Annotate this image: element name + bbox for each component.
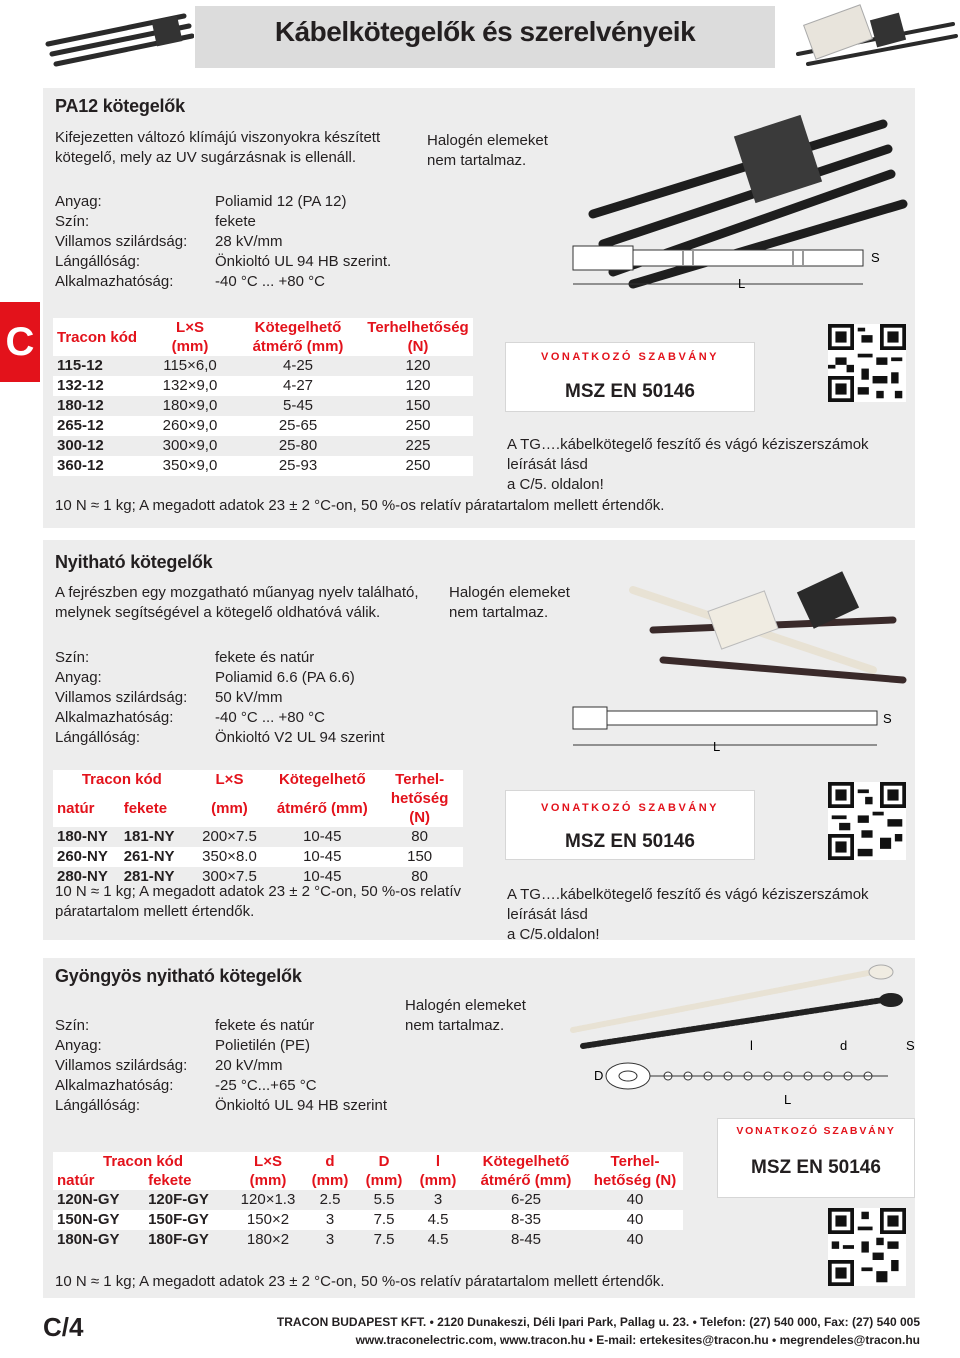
- halogen-note: Halogén elemeket nem tartalmaz.: [427, 132, 548, 169]
- property-row: Szín: fekete és natúr: [55, 649, 315, 666]
- cable-ties-photo-right: [778, 4, 958, 70]
- footnote: 10 N ≈ 1 kg; A megadott adatok 23 ± 2 °C-on, 50 %-os relatív páratartalom mellett értendők.: [55, 497, 665, 514]
- standard-box: VONATKOZÓ SZABVÁNY MSZ EN 50146: [717, 1118, 915, 1198]
- table-row: 150N-GY 150F-GY 150×2 3 7.5 4.5 8-35 40: [53, 1210, 683, 1230]
- tool-reference-note: A TG….kábelkötegelő feszítő és vágó kéziszerszámok leírását lásd a C/5. oldalon!: [507, 436, 869, 493]
- footer-address: TRACON BUDAPEST KFT. • 2120 Dunakeszi, Déli Ipari Park, Pallag u. 23. • Telefon: (27) 540 000, Fax: (27) 540 005: [276, 1315, 920, 1329]
- openable-ties-section: [43, 540, 915, 943]
- property-row: Alkalmazhatóság: -25 °C...+65 °C: [55, 1077, 317, 1094]
- property-row: Villamos szilárdság: 20 kV/mm: [55, 1057, 283, 1074]
- table-row: 180-12 180×9,0 5-45 150: [53, 396, 473, 416]
- table-row: 265-12 260×9,0 25-65 250: [53, 416, 473, 436]
- svg-text:S: S: [883, 711, 892, 726]
- section-tab-c: C: [0, 302, 40, 382]
- properties-list: [55, 192, 391, 292]
- qr-code: [828, 324, 906, 402]
- halogen-note: Halogén elemeket nem tartalmaz.: [405, 997, 526, 1034]
- standard-box: VONATKOZÓ SZABVÁNY MSZ EN 50146: [505, 790, 755, 860]
- table-row: 360-12 350×9,0 25-93 250: [53, 456, 473, 476]
- table-row: 280-NY 281-NY 300×7.5 10-45 80: [53, 867, 463, 887]
- property-row: Alkalmazhatóság: -40 °C ... +80 °C: [55, 273, 325, 290]
- svg-text:l: l: [750, 1038, 753, 1053]
- table-row: 300-12 300×9,0 25-80 225: [53, 436, 473, 456]
- page-number: C/4: [43, 1312, 84, 1342]
- svg-text:D: D: [594, 1068, 604, 1083]
- table-row: 180-NY 181-NY 200×7.5 10-45 80: [53, 827, 463, 847]
- property-row: Alkalmazhatóság: -40 °C ... +80 °C: [55, 709, 325, 726]
- product-table: Tracon kód L×S Kötegelhető Terhelhetőség (mm) átmérő (mm) (N) 115-12 115×6,0 4-25 120 132-12 132×9,0 4-27 120 180-12 180×9,0 5-45 150 265-12 260×9,0 25-65 250 300-12 300×9,0 25-80 225 360-12 350×9,0 25-93 250: [53, 318, 473, 476]
- property-row: Lángállóság: Önkioltó V2 UL 94 szerint: [55, 729, 385, 746]
- product-table: Tracon kód L×S d D l Kötegelhető Terhel- natúr fekete (mm) (mm) (mm) (mm) átmérő (mm) hetőség (N) 120N-GY 120F-GY 120×1.3 2.5 5.5 3 6-25 40 150N-GY 150F-GY 150×2 3 7.5 4.5 8-35 40 180N-GY 180F-GY 180×2 3 7.5 4.5 8-45 40: [53, 1152, 683, 1250]
- property-row: Anyag: Polietilén (PE): [55, 1037, 311, 1054]
- svg-text:S: S: [871, 250, 880, 265]
- table-row: 115-12 115×6,0 4-25 120: [53, 356, 473, 376]
- property-row: Szín: fekete: [55, 213, 256, 230]
- page-title: Kábelkötegelők és szerelvényeik: [274, 16, 696, 47]
- pa12-section: [43, 88, 915, 528]
- section-title: Nyitható kötegelők: [55, 552, 213, 572]
- tool-reference-note: A TG….kábelkötegelő feszítő és vágó kéziszerszámok leírását lásd a C/5.oldalon!: [507, 886, 869, 943]
- table-row: 260-NY 261-NY 350×8.0 10-45 150: [53, 847, 463, 867]
- table-row: 120N-GY 120F-GY 120×1.3 2.5 5.5 3 6-25 40: [53, 1190, 683, 1210]
- property-row: Villamos szilárdság: 28 kV/mm: [55, 233, 283, 250]
- qr-code: [828, 782, 906, 860]
- standard-box: VONATKOZÓ SZABVÁNY MSZ EN 50146: [505, 342, 755, 412]
- svg-text:L: L: [738, 276, 746, 291]
- table-row: 132-12 132×9,0 4-27 120: [53, 376, 473, 396]
- properties-list: [55, 1016, 387, 1116]
- property-row: Villamos szilárdság: 50 kV/mm: [55, 689, 283, 706]
- footnote: 10 N ≈ 1 kg; A megadott adatok 23 ± 2 °C-on, 50 %-os relatív páratartalom mellett értendők.: [55, 1273, 665, 1290]
- openable-tie-photo: [613, 560, 913, 690]
- dimension-drawing: [588, 1036, 918, 1106]
- property-row: Anyag: Poliamid 12 (PA 12): [55, 193, 347, 210]
- svg-text:d: d: [840, 1038, 848, 1053]
- footer-contacts: www.traconelectric.com, www.tracon.hu • E-mail: ertekesites@tracon.hu • megrendeles@tracon.hu: [355, 1333, 920, 1347]
- section-title: Gyöngyös nyitható kötegelők: [55, 966, 302, 986]
- dimension-drawing: [553, 236, 893, 296]
- qr-code: [828, 1208, 906, 1286]
- property-row: Anyag: Poliamid 6.6 (PA 6.6): [55, 669, 355, 686]
- page-header: [0, 0, 960, 74]
- beaded-ties-section: [43, 958, 915, 1298]
- property-row: Lángállóság: Önkioltó UL 94 HB szerint.: [55, 253, 392, 270]
- properties-list: [55, 648, 385, 748]
- svg-text:S: S: [906, 1038, 915, 1053]
- section-title: PA12 kötegelők: [55, 96, 185, 116]
- dimension-drawing: [563, 695, 903, 755]
- halogen-note: Halogén elemeket nem tartalmaz.: [449, 584, 570, 621]
- property-row: Lángállóság: Önkioltó UL 94 HB szerint: [55, 1097, 388, 1114]
- product-table: Tracon kód L×S Kötegelhető Terhel- natúr fekete (mm) átmérő (mm) hetőség (N) 180-NY 181-NY 200×7.5 10-45 80 260-NY 261-NY 350×8.0 10-45 150 280-NY 281-NY 300×7.5 10-45 80: [53, 770, 463, 887]
- property-row: Szín: fekete és natúr: [55, 1017, 315, 1034]
- table-row: 180N-GY 180F-GY 180×2 3 7.5 4.5 8-45 40: [53, 1230, 683, 1250]
- svg-text:L: L: [713, 739, 721, 754]
- footnote: 10 N ≈ 1 kg; A megadott adatok 23 ± 2 °C-on, 50 %-os relatív páratartalom mellett értendők.: [55, 883, 462, 920]
- section-description: A fejrészben egy mozgatható műanyag nyelv található, melynek segítségével a kötegelő oldhatóvá válik.: [55, 584, 419, 621]
- section-description: Kifejezetten változó klímájú viszonyokra készített kötegelő, mely az UV sugárzásnak is ellenáll.: [55, 129, 381, 166]
- cable-ties-photo-left: [44, 4, 194, 70]
- svg-text:L: L: [784, 1092, 792, 1106]
